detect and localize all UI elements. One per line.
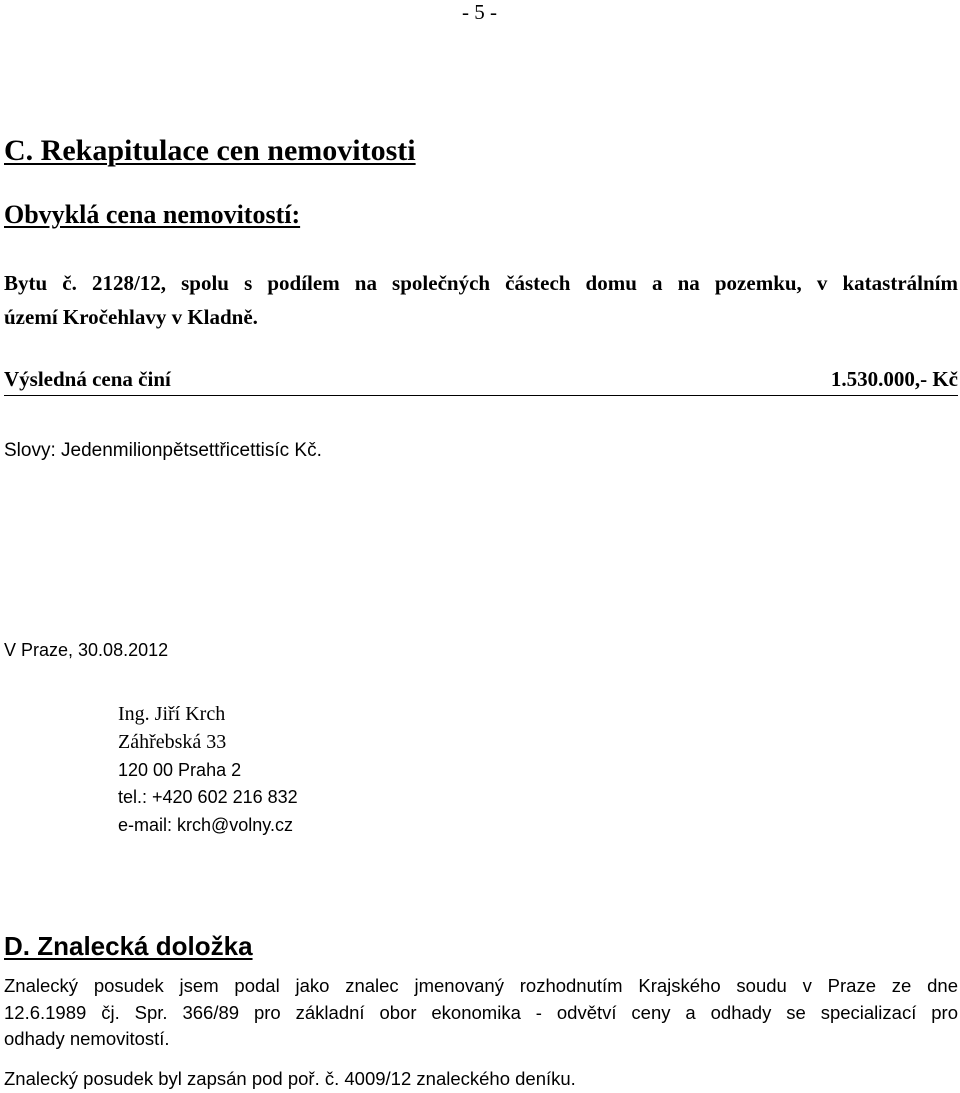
expert-phone: tel.: +420 602 216 832 [118, 787, 298, 807]
expert-register-line: Znalecký posudek byl zapsán pod poř. č. 4009/12 znaleckého deníku. [4, 1068, 576, 1089]
property-description-line-1: Bytu č. 2128/12, spolu s podílem na společných částech domu a na pozemku, v katastrálním [4, 271, 958, 295]
price-in-words: Slovy: Jedenmilionpětsettřicettisíc Kč. [4, 440, 322, 461]
expert-city: 120 00 Praha 2 [118, 760, 242, 780]
section-c-title: C. Rekapitulace cen nemovitosti [4, 134, 416, 167]
place-and-date: V Praze, 30.08.2012 [4, 640, 169, 660]
expert-clause-line-3: odhady nemovitostí. [4, 1028, 170, 1049]
result-price-row [4, 367, 958, 396]
expert-name: Ing. Jiří Krch [118, 703, 226, 725]
section-d-title: D. Znalecká doložka [4, 931, 253, 961]
result-price-value: 1.530.000,- Kč [830, 367, 958, 391]
section-c-subtitle: Obvyklá cena nemovitostí: [4, 200, 301, 229]
expert-clause-line-2: 12.6.1989 čj. Spr. 366/89 pro základní obor ekonomika - odvětví ceny a odhady se specializací pro [4, 1002, 958, 1023]
expert-clause-line-1: Znalecký posudek jsem podal jako znalec jmenovaný rozhodnutím Krajského soudu v Praze ze dne [4, 975, 958, 996]
result-price-label: Výsledná cena činí [4, 367, 171, 391]
property-description-line-2: území Kročehlavy v Kladně. [4, 305, 258, 329]
expert-email: e-mail: krch@volny.cz [118, 815, 293, 835]
expert-street: Záhřebská 33 [118, 731, 227, 753]
page-number: - 5 - [462, 0, 497, 24]
